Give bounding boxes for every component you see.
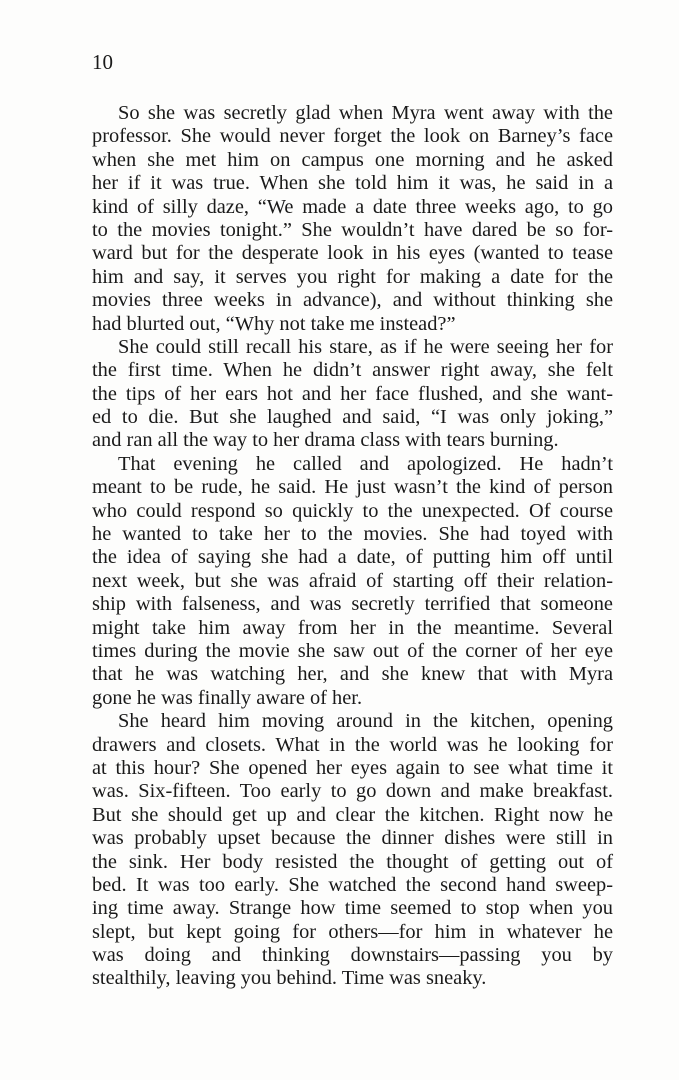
text-line: ship with falseness, and was secretly terrified that someone xyxy=(92,593,613,616)
text-line: So she was secretly glad when Myra went away with the xyxy=(118,102,613,124)
text-line: to the movies tonight.” She wouldn’t have dared be so for- xyxy=(92,218,613,241)
body-text xyxy=(92,102,613,991)
text-line: stealthily, leaving you behind. Time was sneaky. xyxy=(92,967,487,990)
text-line: when she met him on campus one morning and he asked xyxy=(92,148,613,171)
text-line: That evening he called and apologized. He hadn’t xyxy=(118,452,613,475)
text-line: movies three weeks in advance), and without thinking she xyxy=(92,289,613,312)
text-line: at this hour? She opened her eyes again to see what time it xyxy=(92,756,613,779)
text-line: was probably upset because the dinner dishes were still in xyxy=(92,827,613,850)
text-line: ward but for the desperate look in his eyes (wanted to tease xyxy=(92,242,613,265)
text-line: drawers and closets. What in the world was he looking for xyxy=(92,733,613,756)
text-line: slept, but kept going for others—for him in whatever he xyxy=(92,920,613,943)
text-line: that he was watching her, and she knew that with Myra xyxy=(92,663,613,686)
text-line: ing time away. Strange how time seemed to stop when you xyxy=(92,897,613,920)
text-line: But she should get up and clear the kitchen. Right now he xyxy=(92,803,613,826)
text-line: gone he was finally aware of her. xyxy=(92,686,363,709)
text-line: him and say, it serves you right for making a date for the xyxy=(92,265,613,288)
text-line: next week, but she was afraid of starting off their relation- xyxy=(92,569,613,592)
text-line: the sink. Her body resisted the thought of getting out of xyxy=(92,850,613,873)
text-line: he wanted to take her to the movies. She had toyed with xyxy=(92,523,613,546)
text-line: who could respond so quickly to the unexpected. Of course xyxy=(92,499,613,522)
text-line: had blurted out, “Why not take me instead?” xyxy=(92,312,456,335)
text-line: the idea of saying she had a date, of putting him off until xyxy=(92,546,613,569)
text-line: the first time. When he didn’t answer right away, she felt xyxy=(92,359,613,382)
text-line: professor. She would never forget the look on Barney’s face xyxy=(92,125,613,148)
text-line: bed. It was too early. She watched the second hand sweep- xyxy=(92,873,613,896)
text-line: ed to die. But she laughed and said, “I was only joking,” xyxy=(92,406,613,429)
text-line: and ran all the way to her drama class with tears burning. xyxy=(92,429,559,452)
text-line: her if it was true. When she told him it was, he said in a xyxy=(92,172,613,195)
text-line: kind of silly daze, “We made a date three weeks ago, to go xyxy=(92,195,613,218)
page-number: 10 xyxy=(92,50,113,74)
text-line: was doing and thinking downstairs—passing you by xyxy=(92,944,613,967)
text-line: the tips of her ears hot and her face flushed, and she want- xyxy=(92,382,613,405)
text-line: might take him away from her in the meantime. Several xyxy=(92,616,613,639)
text-line: times during the movie she saw out of the corner of her eye xyxy=(92,639,613,662)
text-line: was. Six-fifteen. Too early to go down and make breakfast. xyxy=(92,780,613,803)
text-line: She heard him moving around in the kitchen, opening xyxy=(118,710,613,733)
text-line: meant to be rude, he said. He just wasn’t the kind of person xyxy=(92,476,613,499)
text-line: She could still recall his stare, as if he were seeing her for xyxy=(118,335,613,358)
